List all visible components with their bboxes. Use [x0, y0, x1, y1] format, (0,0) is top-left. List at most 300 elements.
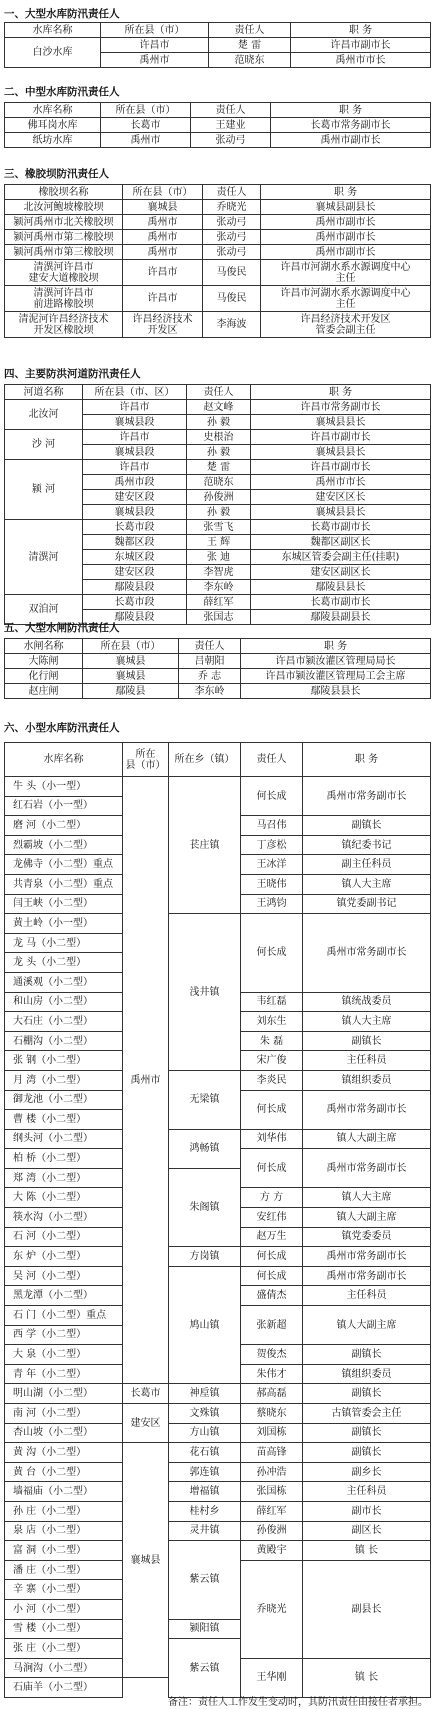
header-cell: 所在县（市）: [101, 23, 209, 38]
header-cell: 所在县（市）: [83, 639, 179, 654]
role-cell: 长葛市副市长: [251, 520, 431, 535]
reservoir-name: 辛 寨（小二型）: [5, 1580, 123, 1600]
county-cell: 禹州市: [101, 133, 191, 148]
person-cell: 安红伟: [241, 1208, 303, 1228]
section-4-title: 四、主要防洪河道防汛责任人: [4, 368, 141, 380]
role-cell: 禹州市副市长: [261, 245, 431, 260]
header-cell: 职 务: [271, 103, 431, 118]
role-cell: 镇组织委员: [303, 1364, 431, 1384]
person-cell: 张雪飞: [187, 520, 251, 535]
dam-name: 颍河禹州市北关橡胶坝: [5, 215, 123, 230]
table-row: [5, 1404, 431, 1424]
role-cell: 许昌市河湖水系水源调度中心 主任: [261, 260, 431, 286]
dam-name: 清泥河许昌经济技术 开发区橡胶坝: [5, 312, 123, 338]
reservoir-name: 张 庄（小二型）: [5, 1639, 123, 1659]
section-5-title: 五、大型水闸防汛责任人: [4, 622, 120, 634]
reservoir-name: 墙福庙（小二型）: [5, 1482, 123, 1502]
town-cell: 增福镇: [169, 1482, 241, 1502]
footnote: 备注：责任人工作发生变动时，其防汛责任由接任者承担。: [168, 1697, 428, 1708]
county-cell: 长葛市: [101, 118, 191, 133]
river-name: 颍 河: [5, 460, 83, 520]
person-cell: 张国栋: [241, 1482, 303, 1502]
table-row: [5, 430, 431, 445]
reservoir-name: 闫王峡（小二型）: [5, 894, 123, 914]
person-cell: 何长成: [241, 914, 303, 992]
county-cell: 禹州市: [123, 245, 203, 260]
town-cell: 郭连镇: [169, 1462, 241, 1482]
table-large-reservoirs: [4, 22, 431, 68]
section-cell: 许昌市: [83, 400, 187, 415]
reservoir-name: 青 年（小二型）: [5, 1364, 123, 1384]
header-cell: 水库名称: [5, 103, 101, 118]
role-cell: 副镇长: [303, 1384, 431, 1404]
table-river-channels: [4, 384, 431, 625]
reservoir-name: 大石庄（小二型）: [5, 1012, 123, 1032]
role-cell: 镇人大副主席: [303, 1208, 431, 1228]
person-cell: 范晓东: [209, 53, 291, 68]
reservoir-name: 白沙水库: [5, 38, 101, 68]
person-cell: 马俊民: [203, 260, 261, 286]
person-cell: 孙 毅: [187, 445, 251, 460]
person-cell: 张动弓: [191, 133, 271, 148]
reservoir-name: 泉 店（小二型）: [5, 1521, 123, 1541]
person-cell: 宋广俊: [241, 1051, 303, 1071]
reservoir-name: 佛耳岗水库: [5, 118, 101, 133]
person-cell: 薛红军: [241, 1501, 303, 1521]
dam-name: 颍河禹州市第三橡胶坝: [5, 245, 123, 260]
role-cell: 禹州市市长: [291, 53, 431, 68]
person-cell: 孙 毅: [187, 415, 251, 430]
role-cell: 许昌市副市长: [251, 460, 431, 475]
table-row: [5, 215, 431, 230]
role-cell: 禹州市常务副市长: [303, 1247, 431, 1267]
section-cell: 鄢陵县段: [83, 610, 187, 625]
section-cell: 鄢陵县段: [83, 580, 187, 595]
table-row: [5, 1482, 431, 1502]
person-cell: 楚 雷: [209, 38, 291, 53]
town-cell: 鸿畅镇: [169, 1129, 241, 1168]
town-cell: 颍阳镇: [169, 1619, 241, 1639]
town-cell: 朱阁镇: [169, 1168, 241, 1246]
reservoir-name: 明山湖（小二型）: [5, 1384, 123, 1404]
header-cell: 水库名称: [5, 23, 101, 38]
reservoir-name: 南 河（小二型）: [5, 1404, 123, 1424]
table-rubber-dams: [4, 184, 431, 338]
person-cell: 李东岭: [187, 580, 251, 595]
header-cell: 所在 县（市）: [123, 743, 169, 777]
header-cell: 职 务: [303, 743, 431, 777]
person-cell: 李炎民: [241, 1070, 303, 1090]
table-row: [5, 777, 431, 797]
person-cell: 范晓东: [187, 475, 251, 490]
county-cell: 禹州市: [123, 215, 203, 230]
header-cell: 橡胶坝名称: [5, 185, 123, 200]
role-cell: 禹州市副市长: [261, 230, 431, 245]
town-cell: 灵井镇: [169, 1521, 241, 1541]
person-cell: 赵万生: [241, 1227, 303, 1247]
person-cell: 张动弓: [203, 245, 261, 260]
section-cell: 长葛市段: [83, 595, 187, 610]
reservoir-name: 张 钢（小二型）: [5, 1051, 123, 1071]
reservoir-name: 月 湾（小二型）: [5, 1070, 123, 1090]
header-cell: 责任人: [203, 185, 261, 200]
reservoir-name: 龙 马（小二型）: [5, 933, 123, 953]
town-cell: 文殊镇: [169, 1404, 241, 1424]
reservoir-name: 杏山坡（小二型）: [5, 1423, 123, 1443]
section-1-title: 一、大型水库防汛责任人: [4, 8, 120, 20]
table-row: [5, 684, 431, 699]
reservoir-name: 红石岩（小一型）: [5, 796, 123, 816]
person-cell: 刘东生: [241, 1012, 303, 1032]
role-cell: 长葛市副市长: [251, 595, 431, 610]
role-cell: 镇组织委员: [303, 1070, 431, 1090]
reservoir-name: 通溪观（小二型）: [5, 972, 123, 992]
town-cell: 神垕镇: [169, 1384, 241, 1404]
section-cell: 东城区段: [83, 550, 187, 565]
role-cell: 许昌经济技术开发区 管委会副主任: [261, 312, 431, 338]
river-name: 双洎河: [5, 595, 83, 625]
dam-name: 颍河禹州市第二橡胶坝: [5, 230, 123, 245]
town-cell: 紫云镇: [169, 1639, 241, 1698]
county-cell: 许昌市: [123, 286, 203, 312]
person-cell: 李东岭: [179, 684, 241, 699]
table-row: [5, 1423, 431, 1443]
role-cell: 副主任科员: [303, 855, 431, 875]
header-cell: 水库名称: [5, 743, 123, 777]
town-cell: 苌庄镇: [169, 777, 241, 914]
person-cell: 朱伟才: [241, 1364, 303, 1384]
role-cell: 镇纪委书记: [303, 835, 431, 855]
role-cell: 许昌市颍汝灌区管理局工会主席: [241, 669, 431, 684]
role-cell: 副镇长: [303, 816, 431, 836]
role-cell: 襄城县县长: [251, 445, 431, 460]
reservoir-name: 纲头河（小二型）: [5, 1129, 123, 1149]
role-cell: 副县长: [303, 1560, 431, 1658]
person-cell: 盛倩杰: [241, 1286, 303, 1306]
person-cell: 孙 毅: [187, 505, 251, 520]
section-cell: 襄城县段: [83, 415, 187, 430]
county-cell: 襄城县: [123, 1443, 169, 1678]
person-cell: 赵文峰: [187, 400, 251, 415]
role-cell: 鄢陵县县长: [241, 684, 431, 699]
reservoir-name: 东 炉（小二型）: [5, 1247, 123, 1267]
town-cell: 鸠山镇: [169, 1266, 241, 1384]
header-cell: 责任人: [209, 23, 291, 38]
role-cell: 副乡长: [303, 1462, 431, 1482]
town-cell: 花石镇: [169, 1443, 241, 1463]
table-row: [5, 1266, 431, 1286]
reservoir-name: 雪 楼（小二型）: [5, 1619, 123, 1639]
county-cell: 许昌市: [101, 38, 209, 53]
role-cell: 副镇长: [303, 1031, 431, 1051]
person-cell: 王冰洋: [241, 855, 303, 875]
person-cell: 何长成: [241, 777, 303, 816]
town-cell: 方山镇: [169, 1423, 241, 1443]
role-cell: 东城区管委会副主任(挂职): [251, 550, 431, 565]
person-cell: 薛红军: [187, 595, 251, 610]
person-cell: 何长成: [241, 1247, 303, 1267]
table-large-sluices: [4, 638, 431, 699]
section-cell: 襄城县段: [83, 505, 187, 520]
person-cell: 乔晓光: [203, 200, 261, 215]
person-cell: 张动弓: [203, 230, 261, 245]
table-row: [5, 1462, 431, 1482]
role-cell: 襄城县县长: [251, 505, 431, 520]
role-cell: 镇 长: [303, 1658, 431, 1697]
role-cell: 镇统战委员: [303, 992, 431, 1012]
reservoir-name: 郑 湾（小二型）: [5, 1168, 123, 1188]
role-cell: 禹州市副市长: [271, 133, 431, 148]
person-cell: 孙俊洲: [241, 1521, 303, 1541]
role-cell: 禹州市常务副市长: [303, 777, 431, 816]
role-cell: 镇人大主席: [303, 1188, 431, 1208]
reservoir-name: 黄土岭（小一型）: [5, 914, 123, 934]
person-cell: 史根治: [187, 430, 251, 445]
role-cell: 古镇管委会主任: [303, 1404, 431, 1424]
header-cell: 水闸名称: [5, 639, 83, 654]
reservoir-name: 石 河（小二型）: [5, 1227, 123, 1247]
person-cell: 何长成: [241, 1266, 303, 1286]
county-cell: 许昌市: [123, 260, 203, 286]
person-cell: 张动弓: [203, 215, 261, 230]
role-cell: 副镇长: [303, 1443, 431, 1463]
reservoir-name: 大 泉（小二型）: [5, 1345, 123, 1365]
role-cell: 副区长: [303, 1521, 431, 1541]
sluice-name: 大陈闸: [5, 654, 83, 669]
person-cell: 刘国栋: [241, 1423, 303, 1443]
reservoir-name: 富 洞（小二型）: [5, 1541, 123, 1561]
person-cell: 郝高磊: [241, 1384, 303, 1404]
person-cell: 王晓伟: [241, 874, 303, 894]
role-cell: 禹州市常务副市长: [303, 1266, 431, 1286]
person-cell: 孙冲浩: [241, 1462, 303, 1482]
reservoir-name: 龙佛寺（小二型）重点: [5, 855, 123, 875]
person-cell: 朱 磊: [241, 1031, 303, 1051]
role-cell: 魏都区副区长: [251, 535, 431, 550]
county-cell: 禹州市: [123, 230, 203, 245]
role-cell: 主任科员: [303, 1482, 431, 1502]
dam-name: 清潩河许昌市 建安大道橡胶坝: [5, 260, 123, 286]
table-row: [5, 520, 431, 535]
person-cell: 韦红磊: [241, 992, 303, 1012]
role-cell: 禹州市市长: [251, 475, 431, 490]
reservoir-name: 曹 楼（小二型）: [5, 1110, 123, 1130]
role-cell: 许昌市河湖水系水源调度中心 主任: [261, 286, 431, 312]
reservoir-name: 龙 头（小二型）: [5, 953, 123, 973]
reservoir-name: 吴 河（小二型）: [5, 1266, 123, 1286]
reservoir-name: 磨 河（小二型）: [5, 816, 123, 836]
table-row: [5, 1521, 431, 1541]
table-row: [5, 200, 431, 215]
county-cell: 许昌经济技术 开发区: [123, 312, 203, 338]
header-cell: 责任人: [191, 103, 271, 118]
reservoir-name: 柏 桥（小二型）: [5, 1149, 123, 1169]
header-cell: 所在县（市）: [101, 103, 191, 118]
river-name: 沙 河: [5, 430, 83, 460]
role-cell: 襄城县副县长: [261, 200, 431, 215]
section-3-title: 三、橡胶坝防汛责任人: [4, 168, 109, 180]
town-cell: 桂村乡: [169, 1501, 241, 1521]
table-row: [5, 260, 431, 286]
person-cell: 孙俊洲: [187, 490, 251, 505]
river-name: 北汝河: [5, 400, 83, 430]
table-row: [5, 400, 431, 415]
header-cell: 责任人: [179, 639, 241, 654]
river-name: 清潩河: [5, 520, 83, 595]
reservoir-name: 大 陈（小二型）: [5, 1188, 123, 1208]
role-cell: 许昌市副市长: [251, 430, 431, 445]
table-row: [5, 312, 431, 338]
reservoir-name: 马涧沟（小二型）: [5, 1658, 123, 1678]
person-cell: 何长成: [241, 1090, 303, 1129]
reservoir-name: 黄 沟（小二型）: [5, 1443, 123, 1463]
reservoir-name: 烈霸坡（小二型）: [5, 835, 123, 855]
sluice-name: 化行闸: [5, 669, 83, 684]
role-cell: 鄢陵县县长: [251, 580, 431, 595]
header-cell: 所在乡（镇）: [169, 743, 241, 777]
person-cell: 刘华伟: [241, 1129, 303, 1149]
role-cell: 禹州市常务副市长: [303, 914, 431, 992]
role-cell: 副镇长: [303, 1423, 431, 1443]
reservoir-name: 牛 头（小一型）: [5, 777, 123, 797]
county-cell: 襄城县: [83, 654, 179, 669]
header-cell: 责任人: [241, 743, 303, 777]
table-row: [5, 230, 431, 245]
county-cell: 襄城县: [123, 200, 203, 215]
person-cell: 马俊民: [203, 286, 261, 312]
role-cell: 镇人大副主席: [303, 1129, 431, 1149]
role-cell: 襄城县县长: [251, 415, 431, 430]
table-row: [5, 1129, 431, 1149]
town-cell: 浅井镇: [169, 914, 241, 1071]
reservoir-name: 和山房（小二型）: [5, 992, 123, 1012]
role-cell: 建安区区长: [251, 490, 431, 505]
header-cell: 职 务: [291, 23, 431, 38]
role-cell: 许昌市常务副市长: [251, 400, 431, 415]
table-row: [5, 1501, 431, 1521]
role-cell: 镇人大副主席: [303, 1306, 431, 1345]
person-cell: 王建业: [191, 118, 271, 133]
town-cell: 无梁镇: [169, 1070, 241, 1129]
table-row: [5, 914, 431, 934]
reservoir-name: 石棚沟（小二型）: [5, 1031, 123, 1051]
person-cell: 王华刚: [241, 1658, 303, 1697]
reservoir-name: 筷水沟（小二型）: [5, 1208, 123, 1228]
person-cell: 苗高锋: [241, 1443, 303, 1463]
section-cell: 魏都区段: [83, 535, 187, 550]
section-6-title: 六、小型水库防汛责任人: [4, 722, 120, 734]
section-2-title: 二、中型水库防汛责任人: [4, 86, 120, 98]
header-cell: 所在县（市、区）: [83, 385, 187, 400]
person-cell: 王 辉: [187, 535, 251, 550]
person-cell: 李海波: [203, 312, 261, 338]
reservoir-name: 纸坊水库: [5, 133, 101, 148]
reservoir-name: 孙 庄（小二型）: [5, 1501, 123, 1521]
table-row: [5, 654, 431, 669]
county-cell: 鄢陵县: [83, 684, 179, 699]
county-cell: 禹州市: [101, 53, 209, 68]
town-cell: 方岗镇: [169, 1247, 241, 1267]
table-row: [5, 460, 431, 475]
person-cell: 蔡晓东: [241, 1404, 303, 1424]
county-cell: 长葛市: [123, 1384, 169, 1404]
person-cell: 乔晓光: [241, 1560, 303, 1658]
person-cell: 张新超: [241, 1306, 303, 1345]
role-cell: 主任科员: [303, 1051, 431, 1071]
reservoir-name: 石 门（小二型）重点: [5, 1306, 123, 1326]
reservoir-name: 西 学（小二型）: [5, 1325, 123, 1345]
table-row: [5, 1384, 431, 1404]
county-cell: 禹州市: [123, 777, 169, 1384]
role-cell: 副镇长: [303, 1345, 431, 1365]
table-medium-reservoirs: [4, 102, 431, 148]
person-cell: 王鸿钧: [241, 894, 303, 914]
table-row: [5, 245, 431, 260]
dam-name: 清潩河许昌市 前进路橡胶坝: [5, 286, 123, 312]
role-cell: 主任科员: [303, 1286, 431, 1306]
county-cell: 襄城县: [83, 669, 179, 684]
reservoir-name: 石庙羊（小二型）: [5, 1678, 123, 1698]
table-row: [5, 595, 431, 610]
reservoir-name: 黄 台（小二型）: [5, 1462, 123, 1482]
header-cell: 职 务: [241, 639, 431, 654]
section-cell: 禹州市段: [83, 475, 187, 490]
table-small-reservoirs: [4, 742, 431, 1698]
person-cell: 乔 志: [179, 669, 241, 684]
reservoir-name: 黑龙潭（小二型）: [5, 1286, 123, 1306]
reservoir-name: 潘 庄（小二型）: [5, 1560, 123, 1580]
reservoir-name: 御龙池（小二型）: [5, 1090, 123, 1110]
section-cell: 许昌市: [83, 460, 187, 475]
person-cell: 张 迪: [187, 550, 251, 565]
county-cell: 建安区: [123, 1404, 169, 1443]
town-cell: 紫云镇: [169, 1541, 241, 1619]
role-cell: 许昌市副市长: [291, 38, 431, 53]
person-cell: 丁彦松: [241, 835, 303, 855]
role-cell: 许昌市颍汝灌区管理局局长: [241, 654, 431, 669]
header-cell: 河道名称: [5, 385, 83, 400]
role-cell: 禹州市副市长: [261, 215, 431, 230]
header-cell: 责任人: [187, 385, 251, 400]
header-cell: 职 务: [251, 385, 431, 400]
person-cell: 黄殿宇: [241, 1541, 303, 1561]
role-cell: 禹州市常务副市长: [303, 1149, 431, 1188]
table-row: [5, 1541, 431, 1561]
role-cell: 长葛市常务副市长: [271, 118, 431, 133]
person-cell: 吕朝阳: [179, 654, 241, 669]
person-cell: 李智虎: [187, 565, 251, 580]
person-cell: 马召伟: [241, 816, 303, 836]
section-cell: 建安区段: [83, 565, 187, 580]
role-cell: 镇党委副书记: [303, 894, 431, 914]
table-row: [5, 1070, 431, 1090]
dam-name: 北汝河鲍坡橡胶坝: [5, 200, 123, 215]
role-cell: 建安区副区长: [251, 565, 431, 580]
section-cell: 许昌市: [83, 430, 187, 445]
person-cell: 方 方: [241, 1188, 303, 1208]
role-cell: 镇党委委员: [303, 1227, 431, 1247]
role-cell: 镇人大主席: [303, 874, 431, 894]
table-row: [5, 1443, 431, 1463]
section-cell: 襄城县段: [83, 445, 187, 460]
section-cell: 长葛市段: [83, 520, 187, 535]
sluice-name: 赵庄闸: [5, 684, 83, 699]
role-cell: 镇人大主席: [303, 1012, 431, 1032]
person-cell: 贺俊杰: [241, 1345, 303, 1365]
role-cell: 副市长: [303, 1501, 431, 1521]
table-row: [5, 669, 431, 684]
person-cell: 何长成: [241, 1149, 303, 1188]
